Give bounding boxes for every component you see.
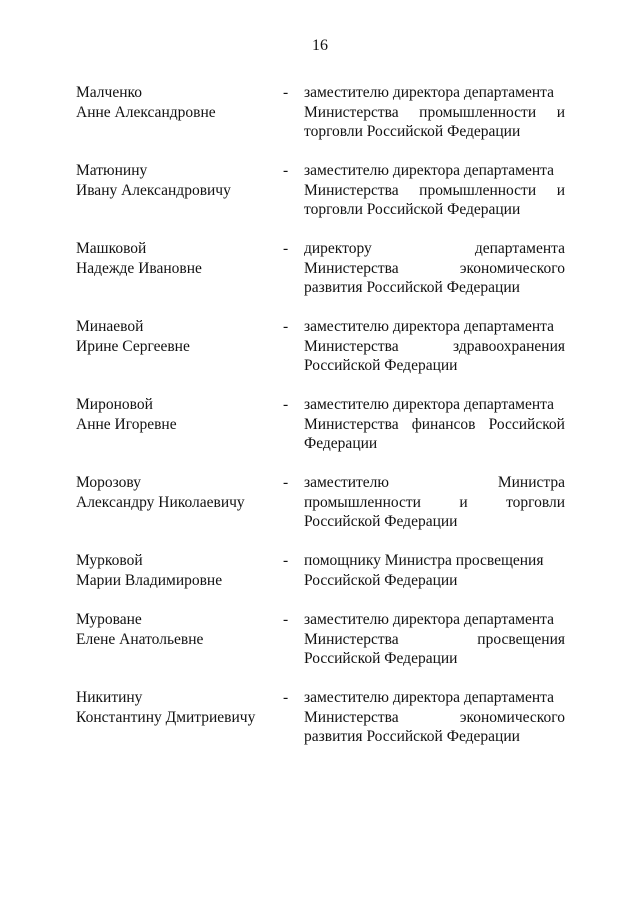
position-word: заместителю директора департамента (304, 162, 554, 179)
person-name (76, 688, 276, 727)
position-word: заместителю директора департамента (304, 611, 554, 628)
position-word: торговли (506, 493, 565, 511)
dash-separator: - (283, 162, 289, 179)
position-line (304, 83, 565, 103)
position-word: Министерства (304, 708, 399, 726)
given-name: Елене Анатольевне (76, 630, 204, 648)
position-line (304, 103, 565, 123)
person-name (76, 395, 276, 434)
page-number: 16 (312, 37, 328, 54)
position-title (304, 239, 565, 298)
position-word: торговли Российской Федерации (304, 201, 521, 218)
position-word: финансов (411, 415, 476, 433)
position-word: экономического (459, 259, 565, 277)
list-item (76, 317, 565, 395)
position-title (304, 395, 565, 454)
given-name: Ирине Сергеевне (76, 337, 190, 355)
position-line (304, 317, 565, 337)
position-word: экономического (459, 708, 565, 726)
position-word: Российской Федерации (304, 357, 458, 374)
position-word: промышленности (419, 181, 537, 199)
position-word: Министерства (304, 415, 399, 433)
position-line (304, 395, 565, 415)
position-word: развития Российской Федерации (304, 279, 520, 296)
list-item (76, 688, 565, 748)
list-item (76, 551, 565, 610)
position-line (304, 512, 565, 532)
surname: Мурковой (76, 552, 143, 569)
surname: Минаевой (76, 318, 144, 335)
surname: Мироновой (76, 396, 153, 413)
position-word: заместителю директора департамента (304, 318, 554, 335)
surname: Матюнину (76, 162, 148, 179)
position-title (304, 317, 565, 376)
position-title (304, 83, 565, 142)
dash-separator: - (283, 611, 289, 628)
dash-separator: - (283, 318, 289, 335)
person-name (76, 610, 276, 649)
position-title (304, 161, 565, 220)
dash-separator: - (283, 552, 289, 569)
position-word: Министра (497, 474, 565, 491)
position-word: Министерства (304, 181, 399, 199)
position-line (304, 493, 565, 513)
person-name (76, 83, 276, 122)
surname: Машковой (76, 240, 147, 257)
position-line (304, 688, 565, 708)
position-word: Российской (488, 415, 565, 433)
position-line (304, 181, 565, 201)
position-title (304, 610, 565, 669)
position-word: промышленности (419, 103, 537, 121)
given-name: Анне Игоревне (76, 415, 177, 433)
position-title (304, 551, 565, 590)
position-word: и (459, 493, 468, 511)
dash-separator: - (283, 84, 289, 101)
position-word: директору (304, 240, 372, 257)
position-word: развития Российской Федерации (304, 728, 520, 745)
position-word: Федерации (304, 435, 378, 452)
position-line (304, 708, 565, 728)
list-item (76, 395, 565, 473)
position-word: и (556, 103, 565, 121)
surname: Морозову (76, 474, 141, 491)
dash-separator: - (283, 689, 289, 706)
position-line (304, 356, 565, 376)
position-line (304, 571, 565, 591)
person-name (76, 473, 276, 512)
position-word: Российской Федерации (304, 650, 458, 667)
position-word: Российской Федерации (304, 571, 458, 589)
position-line (304, 727, 565, 747)
position-word: заместителю директора департамента (304, 396, 554, 413)
position-line (304, 337, 565, 357)
position-word: здравоохранения (453, 337, 565, 355)
person-name (76, 161, 276, 200)
position-word: департамента (474, 240, 565, 257)
appointment-list (76, 83, 565, 748)
position-word: Министерства (304, 103, 399, 121)
position-line (304, 239, 565, 259)
dash-separator: - (283, 240, 289, 257)
given-name: Ивану Александровичу (76, 181, 231, 199)
position-line (304, 415, 565, 435)
dash-separator: - (283, 474, 289, 491)
position-word: помощнику Министра просвещения (304, 552, 544, 569)
position-line (304, 122, 565, 142)
list-item (76, 473, 565, 551)
given-name: Александру Николаевичу (76, 493, 245, 511)
position-word: промышленности (304, 493, 421, 511)
surname: Муроване (76, 611, 142, 628)
position-word: и (556, 181, 565, 199)
person-name (76, 317, 276, 356)
position-line (304, 278, 565, 298)
given-name: Надежде Ивановне (76, 259, 202, 277)
position-word: торговли Российской Федерации (304, 123, 521, 140)
given-name: Марии Владимировне (76, 571, 223, 589)
surname: Малченко (76, 84, 142, 101)
dash-separator: - (283, 396, 289, 413)
position-line (304, 610, 565, 630)
position-word: Российской Федерации (304, 513, 458, 530)
position-title (304, 473, 565, 532)
given-name: Константину Дмитриевичу (76, 708, 256, 726)
list-item (76, 83, 565, 161)
list-item (76, 610, 565, 688)
position-line (304, 259, 565, 279)
given-name: Анне Александровне (76, 103, 216, 121)
position-line (304, 434, 565, 454)
position-word: Министерства (304, 259, 399, 277)
surname: Никитину (76, 689, 143, 706)
person-name (76, 551, 276, 590)
position-word: заместителю (304, 474, 389, 491)
position-word: Министерства (304, 630, 399, 648)
position-line (304, 649, 565, 669)
position-line (304, 630, 565, 650)
position-line (304, 200, 565, 220)
position-word: заместителю директора департамента (304, 689, 554, 706)
list-item (76, 161, 565, 239)
position-word: просвещения (477, 630, 565, 648)
position-word: Министерства (304, 337, 399, 355)
position-line (304, 161, 565, 181)
position-title (304, 688, 565, 747)
position-line (304, 551, 565, 571)
person-name (76, 239, 276, 278)
position-word: заместителю директора департамента (304, 84, 554, 101)
position-line (304, 473, 565, 493)
list-item (76, 239, 565, 317)
